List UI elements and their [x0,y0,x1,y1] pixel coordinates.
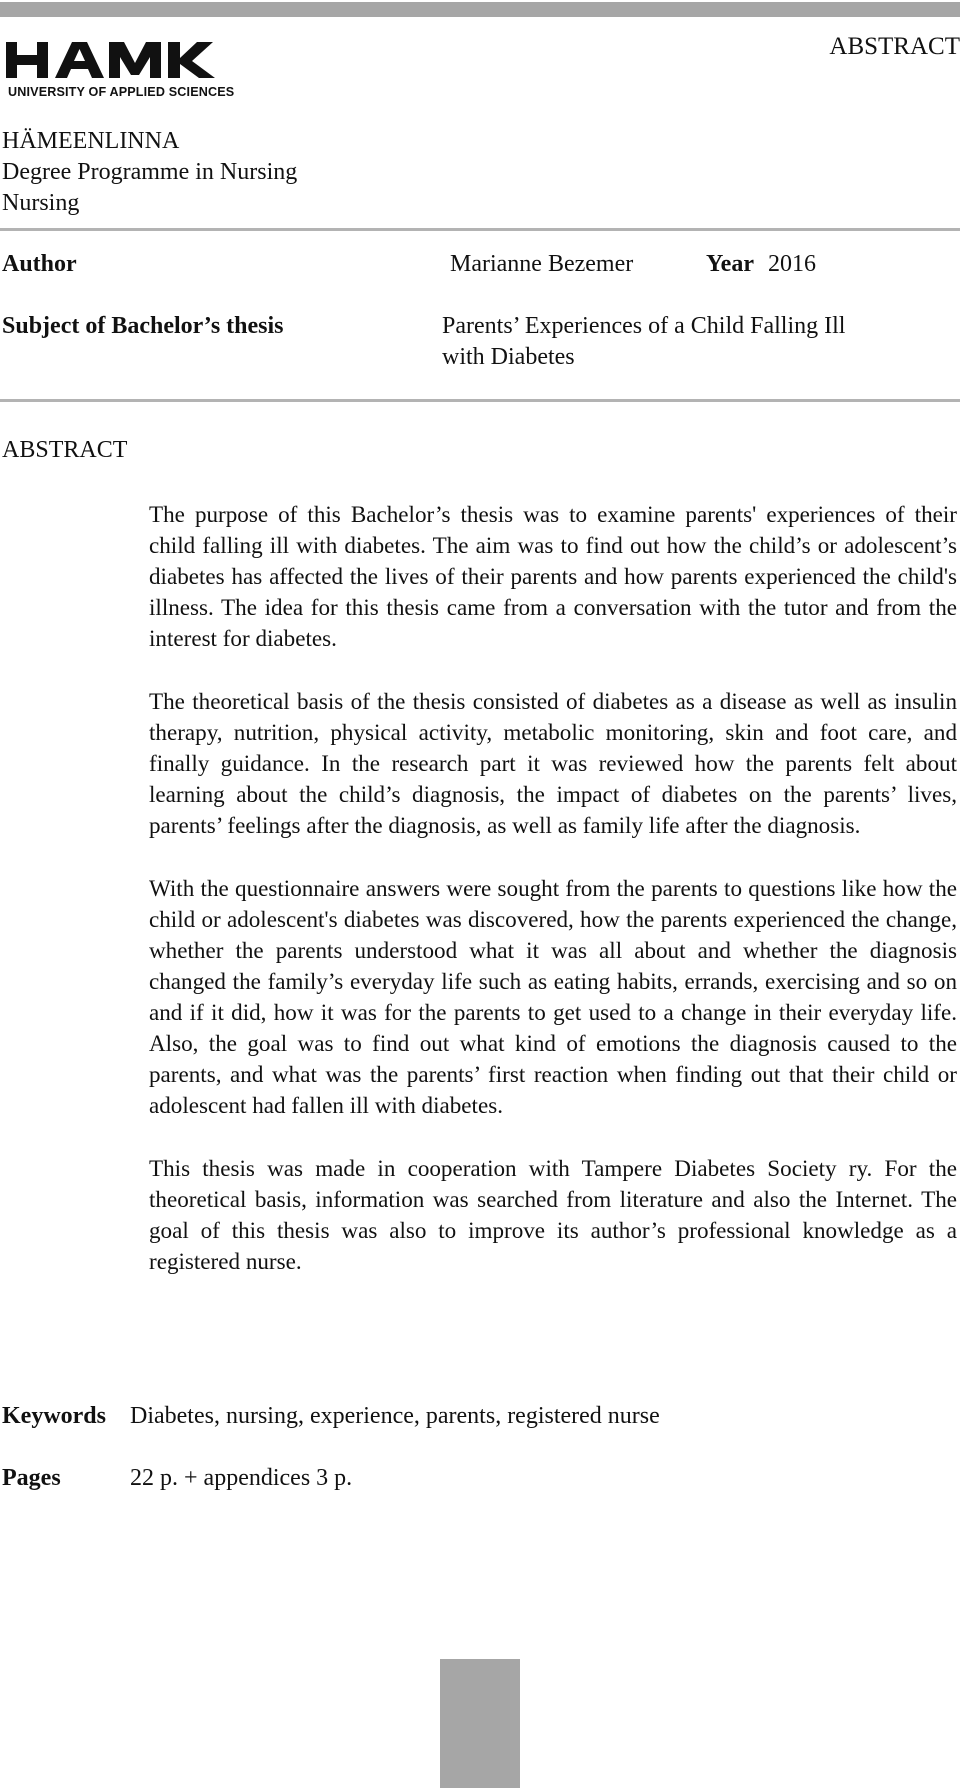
keywords-value: Diabetes, nursing, experience, parents, registered nurse [130,1403,660,1429]
thesis-title-line2: with Diabetes [442,344,575,370]
top-gray-bar [0,2,960,17]
specialisation: Nursing [2,190,80,216]
degree-programme: Degree Programme in Nursing [2,159,298,185]
abstract-paragraph: This thesis was made in cooperation with Tampere Diabetes Society ry. For the theoretical basis, information was searched from literature and also the Internet. The goal of this thesis was also to improve its author’s professional knowledge as a registered nurse. [149,1155,957,1274]
bottom-gray-block [440,1659,520,1788]
subject-label: Subject of Bachelor’s thesis [2,313,284,339]
year-value: 2016 [768,251,816,277]
author-name: Marianne Bezemer [450,251,634,277]
logo-subtitle: UNIVERSITY OF APPLIED SCIENCES [8,85,235,99]
abstract-paragraph: With the questionnaire answers were sought from the parents to questions like how the child or adolescent's diabetes was discovered, how the parents experienced the change, whether the parents understood what it was all about and whether the diagnosis changed the family’s everyday life such as eating habits, errands, exercising and so on and if it did, how it was for the parents to get used to a change in their everyday life. Also, the goal was to find out what kind of emotions the diagnosis caused to the parents, and what was the parents’ first reaction when finding out that their child or adolescent had fallen ill with diabetes. [149,875,957,1118]
year-label: Year [706,251,754,277]
pages-label: Pages [2,1465,61,1491]
keywords-label: Keywords [2,1403,106,1429]
divider-bottom [0,399,960,402]
hamk-logo [6,42,246,102]
author-label: Author [2,251,77,277]
document-type: ABSTRACT [829,33,960,60]
abstract-paragraph: The theoretical basis of the thesis consisted of diabetes as a disease as well as insulin therapy, nutrition, physical activity, metabolic monitoring, skin and foot care, and finally guidance. In the research part it was reviewed how the parents felt about learning about the child’s diagnosis, the impact of diabetes on the parents’ lives, parents’ feelings after the diagnosis, as well as family life after the diagnosis. [149,688,957,838]
hamk-wordmark [6,42,246,82]
abstract-heading: ABSTRACT [2,437,128,463]
campus-name: HÄMEENLINNA [2,128,180,154]
thesis-title-line1: Parents’ Experiences of a Child Falling Ill [442,313,846,339]
divider-top [0,228,960,231]
abstract-paragraph: The purpose of this Bachelor’s thesis was to examine parents' experiences of their child falling ill with diabetes. The aim was to find out how the child’s or adolescent’s diabetes has affected the lives of their parents and how parents experienced the child's illness. The idea for this thesis came from a conversation with the tutor and from the interest for diabetes. [149,501,957,651]
abstract-body [149,499,957,1309]
institution-block [2,126,297,219]
pages-value: 22 p. + appendices 3 p. [130,1465,353,1491]
